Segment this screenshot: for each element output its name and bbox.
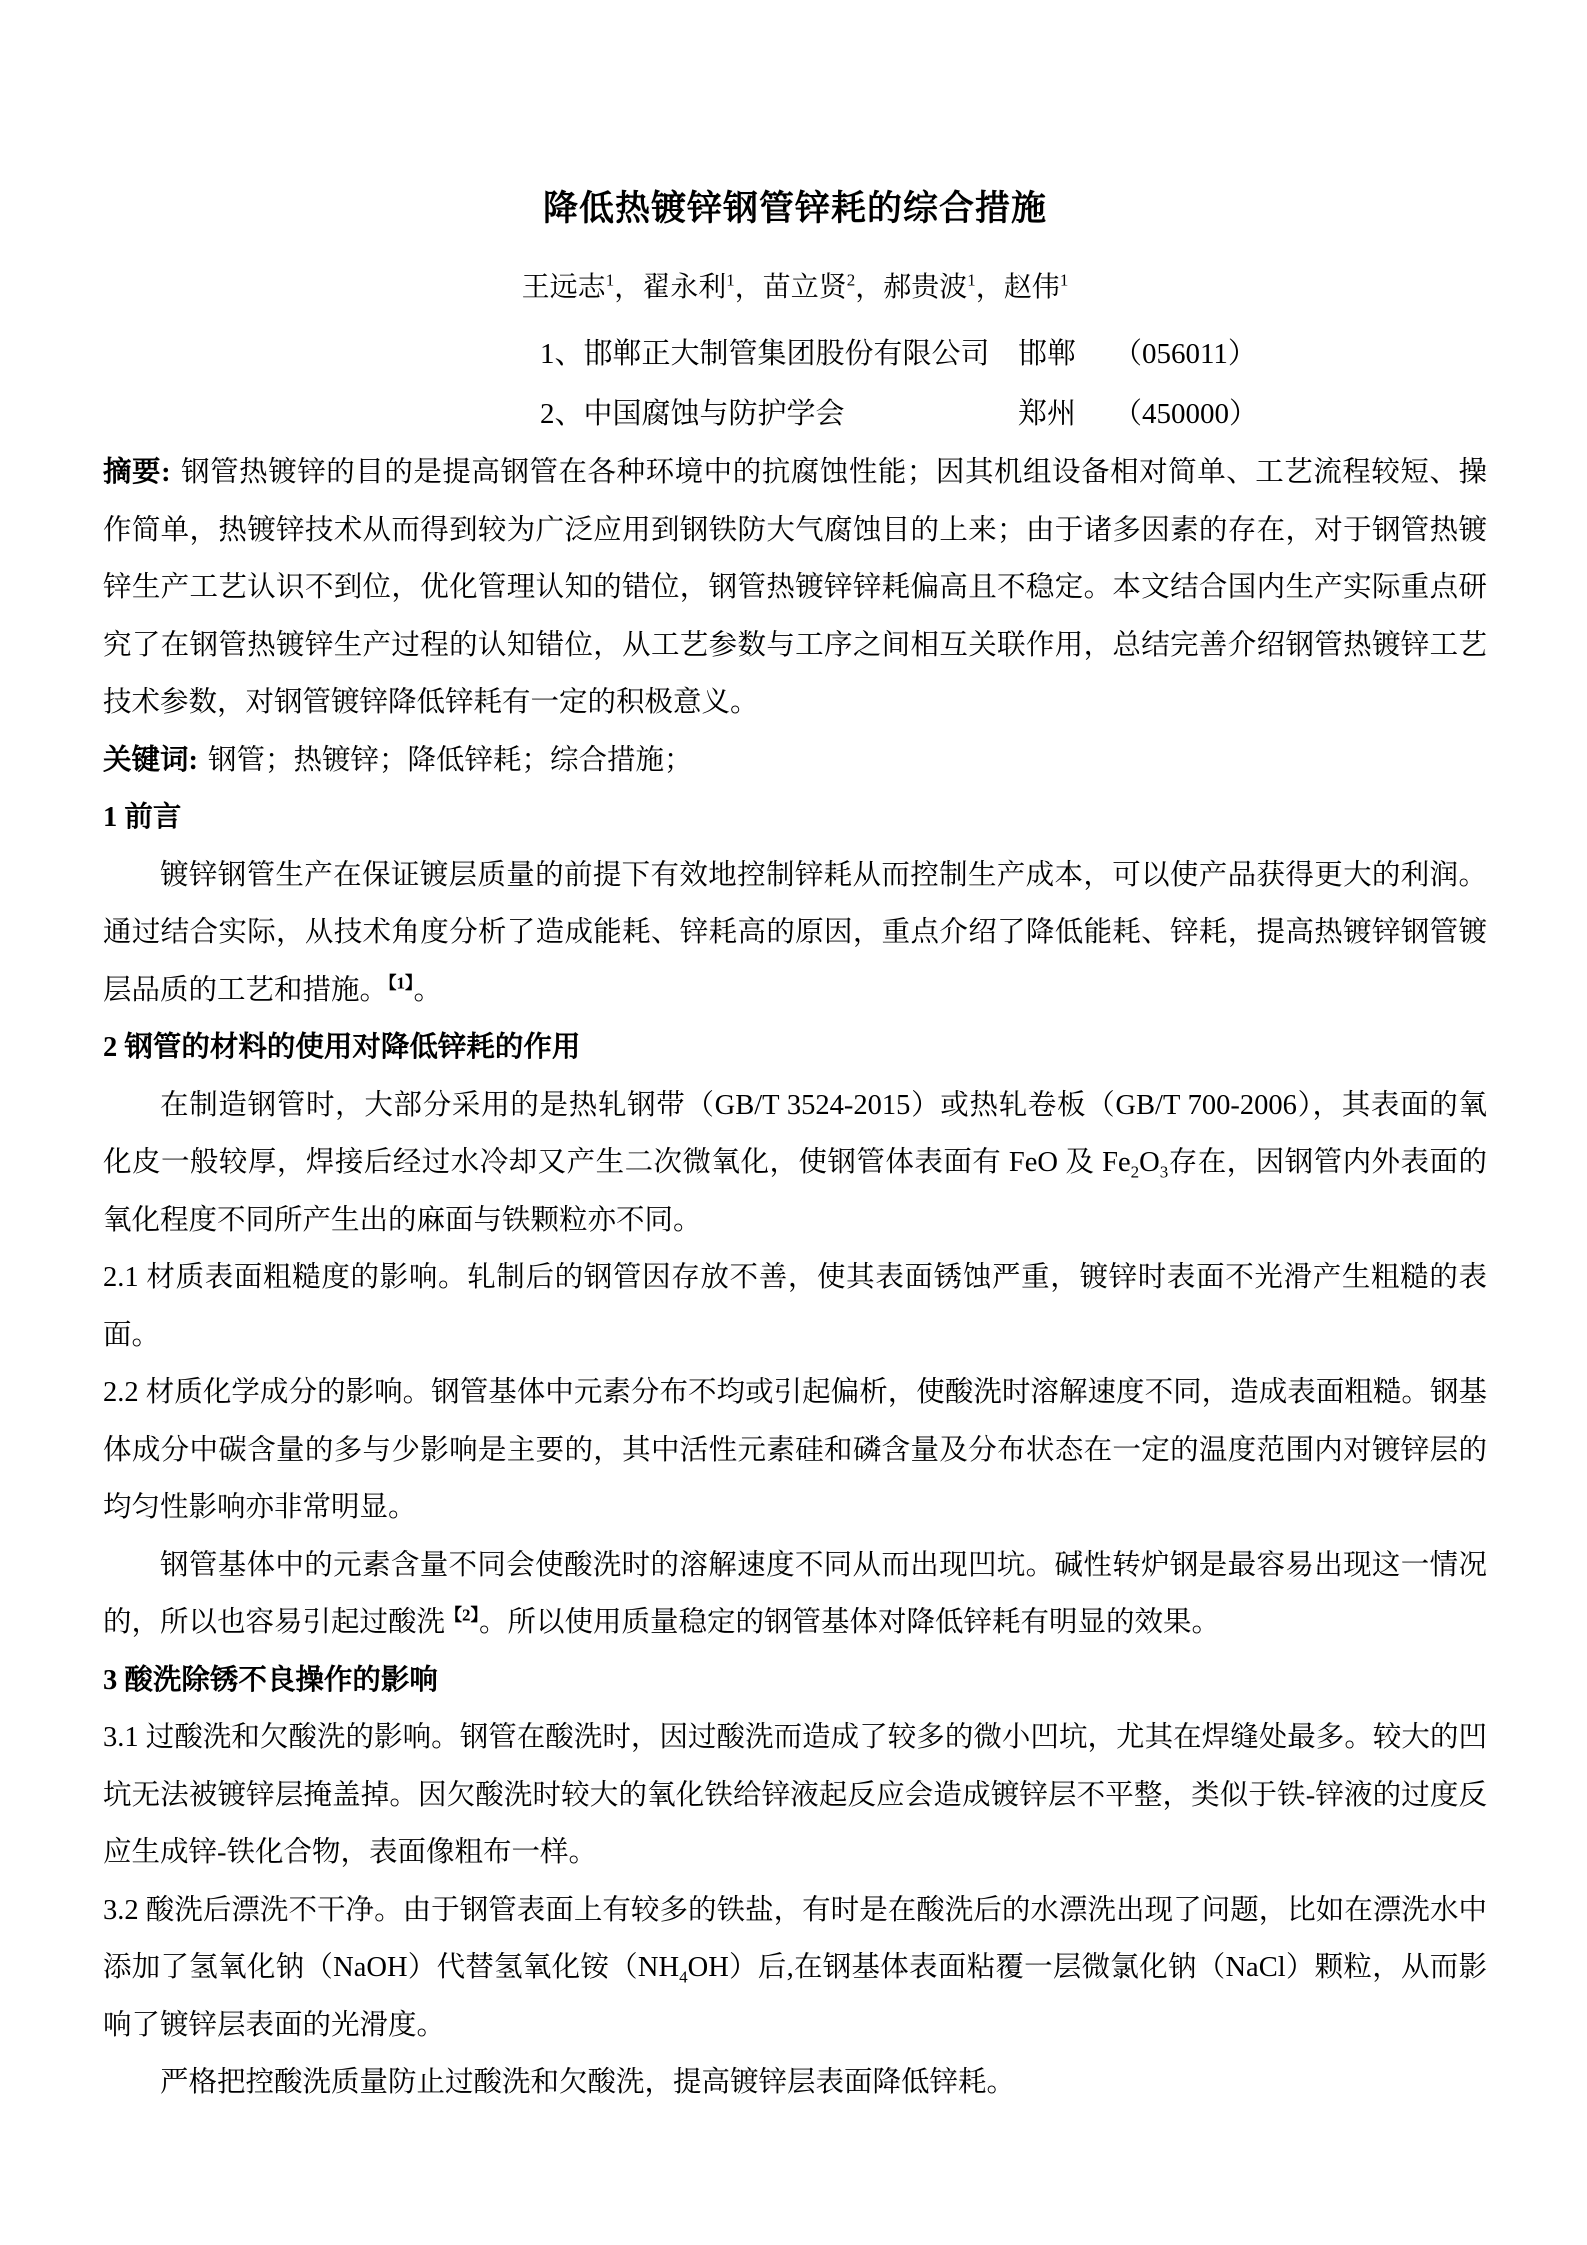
author-affiliation-mark: 1 [1059,271,1069,290]
section-heading: 1 前言 [103,802,182,834]
affiliation-postcode: （450000） [1113,398,1259,431]
reference-mark: 【2】 [445,1605,480,1625]
text-run: 3.1 过酸洗和欠酸洗的影响。钢管在酸洗时，因过酸洗而造成了较多的微小凹坑，尤其在焊缝处最多。较大的凹坑无法被镀锌层掩盖掉。因欠酸洗时较大的氧化铁给锌液起反应会造成镀锌层不平整，类似于铁-锌液的过度反应生成锌-铁化合物，表面像粗布一样。 [103,1722,1487,1869]
affiliations [103,324,1487,444]
text-run: 。所以使用质量稳定的钢管基体对降低锌耗有明显的效果。 [479,1607,1221,1639]
chemical-subscript: 4 [679,1968,688,1988]
keywords-text: 钢管；热镀锌；降低锌耗；综合措施； [208,744,693,776]
text-run: OH）后,在钢基体表面粘覆一层微氯化钠（NaCl）颗粒，从而影响了镀锌层表面的光滑度。 [103,1952,1488,2041]
author-affiliation-mark: 2 [846,271,856,290]
text-run: 。 [413,974,443,1006]
affiliation-row [540,324,1487,384]
text-run: 严格把控酸洗质量防止过酸洗和欠酸洗，提高镀锌层表面降低锌耗。 [160,2067,1016,2099]
paragraph [103,1882,1487,2055]
affiliation-city: 邯郸 [1018,338,1077,371]
author-name: 郝贵波$^1$ [883,271,976,304]
text-run: 2.1 材质表面粗糙度的影响。轧制后的钢管因存放不善，使其表面锈蚀严重，镀锌时表面不光滑产生粗糙的表面。 [103,1262,1487,1351]
affiliation-postcode: （056011） [1113,338,1257,371]
author-affiliation-mark: 1 [605,271,615,290]
keywords-label: 关键词: [103,744,198,776]
text-run: 3.2 酸洗后漂洗不干净。由于钢管表面上有较多的铁盐，有时是在酸洗后的水漂洗出现了问题，比如在漂洗水中添加了氢氧化钠（NaOH）代替氢氧化铵（NH [103,1894,1487,1984]
text-run: 在制造钢管时，大部分采用的是热轧钢带（GB/T 3524-2015）或热轧卷板（GB/T 700-2006），其表面的氧化皮一般较厚，焊接后经过水冷却又产生二次微氧化，使钢管体表面有 FeO 及 Fe [103,1089,1487,1179]
paragraph [103,2054,1487,2112]
paragraph [103,1077,1487,1250]
paragraph [103,1249,1487,1364]
article-body [103,444,1487,2112]
section-heading: 3 酸洗除锈不良操作的影响 [103,1664,438,1696]
text-run: 2.2 材质化学成分的影响。钢管基体中元素分布不均或引起偏析，使酸洗时溶解速度不同，造成表面粗糙。钢基体成分中碳含量的多与少影响是主要的，其中活性元素硅和磷含量及分布状态在一定的温度范围内对镀锌层的均匀性影响亦非常明显。 [103,1377,1487,1524]
abstract-label: 摘要: [103,457,171,489]
author-affiliation-mark: 1 [726,271,735,290]
section-heading: 2 钢管的材料的使用对降低锌耗的作用 [103,1032,581,1064]
text-run: O [1139,1147,1160,1179]
author-name: 王远志$^1$ [521,271,615,304]
reference-mark: 【1】 [388,973,414,993]
chemical-subscript: 3 [1159,1163,1169,1183]
authors-line: 王远志$^1$，翟永利$^1$，苗立贤$^2$，郝贵波$^1$，赵伟$^1$ [521,271,1069,304]
chemical-subscript: 2 [1130,1163,1140,1183]
author-affiliation-mark: 1 [967,271,976,290]
keywords-paragraph [103,732,1487,790]
author-name: 苗立贤$^2$ [762,271,856,304]
affiliation-org: 1、邯郸正大制管集团股份有限公司 [540,338,990,371]
text-run: 镀锌钢管生产在保证镀层质量的前提下有效地控制锌耗从而控制生产成本，可以使产品获得更大的利润。通过结合实际，从技术角度分析了造成能耗、锌耗高的原因，重点介绍了降低能耗、锌耗，提高热镀锌钢管镀层品质的工艺和措施。 [103,859,1487,1006]
text-run: 钢管基体中的元素含量不同会使酸洗时的溶解速度不同从而出现凹坑。碱性转炉钢是最容易出现这一情况的，所以也容易引起过酸洗 [103,1549,1487,1639]
text-run: 存在，因钢管内外表面的氧化程度不同所产生出的麻面与铁颗粒亦不同。 [103,1147,1487,1236]
paragraph [103,847,1487,1020]
affiliation-row [540,384,1487,444]
affiliation-city: 郑州 [1018,398,1077,431]
abstract-text: 钢管热镀锌的目的是提高钢管在各种环境中的抗腐蚀性能；因其机组设备相对简单、工艺流程较短、操作简单，热镀锌技术从而得到较为广泛应用到钢铁防大气腐蚀目的上来；由于诸多因素的存在，对于钢管热镀锌生产工艺认识不到位，优化管理认知的错位，钢管热镀锌锌耗偏高且不稳定。本文结合国内生产实际重点研究了在钢管热镀锌生产过程的认知错位，从工艺参数与工序之间相互关联作用，总结完善介绍钢管热镀锌工艺技术参数，对钢管镀锌降低锌耗有一定的积极意义。 [103,457,1487,719]
paper-title: 降低热镀锌钢管锌耗的综合措施 [542,189,1047,228]
affiliation-org: 2、中国腐蚀与防护学会 [540,398,845,431]
paragraph [103,1709,1487,1882]
author-name: 赵伟$^1$ [1003,271,1069,304]
author-name: 翟永利$^1$ [642,271,735,304]
paragraph [103,1364,1487,1537]
abstract-paragraph [103,444,1487,732]
sections-container [103,789,1487,2112]
paragraph [103,1537,1487,1652]
